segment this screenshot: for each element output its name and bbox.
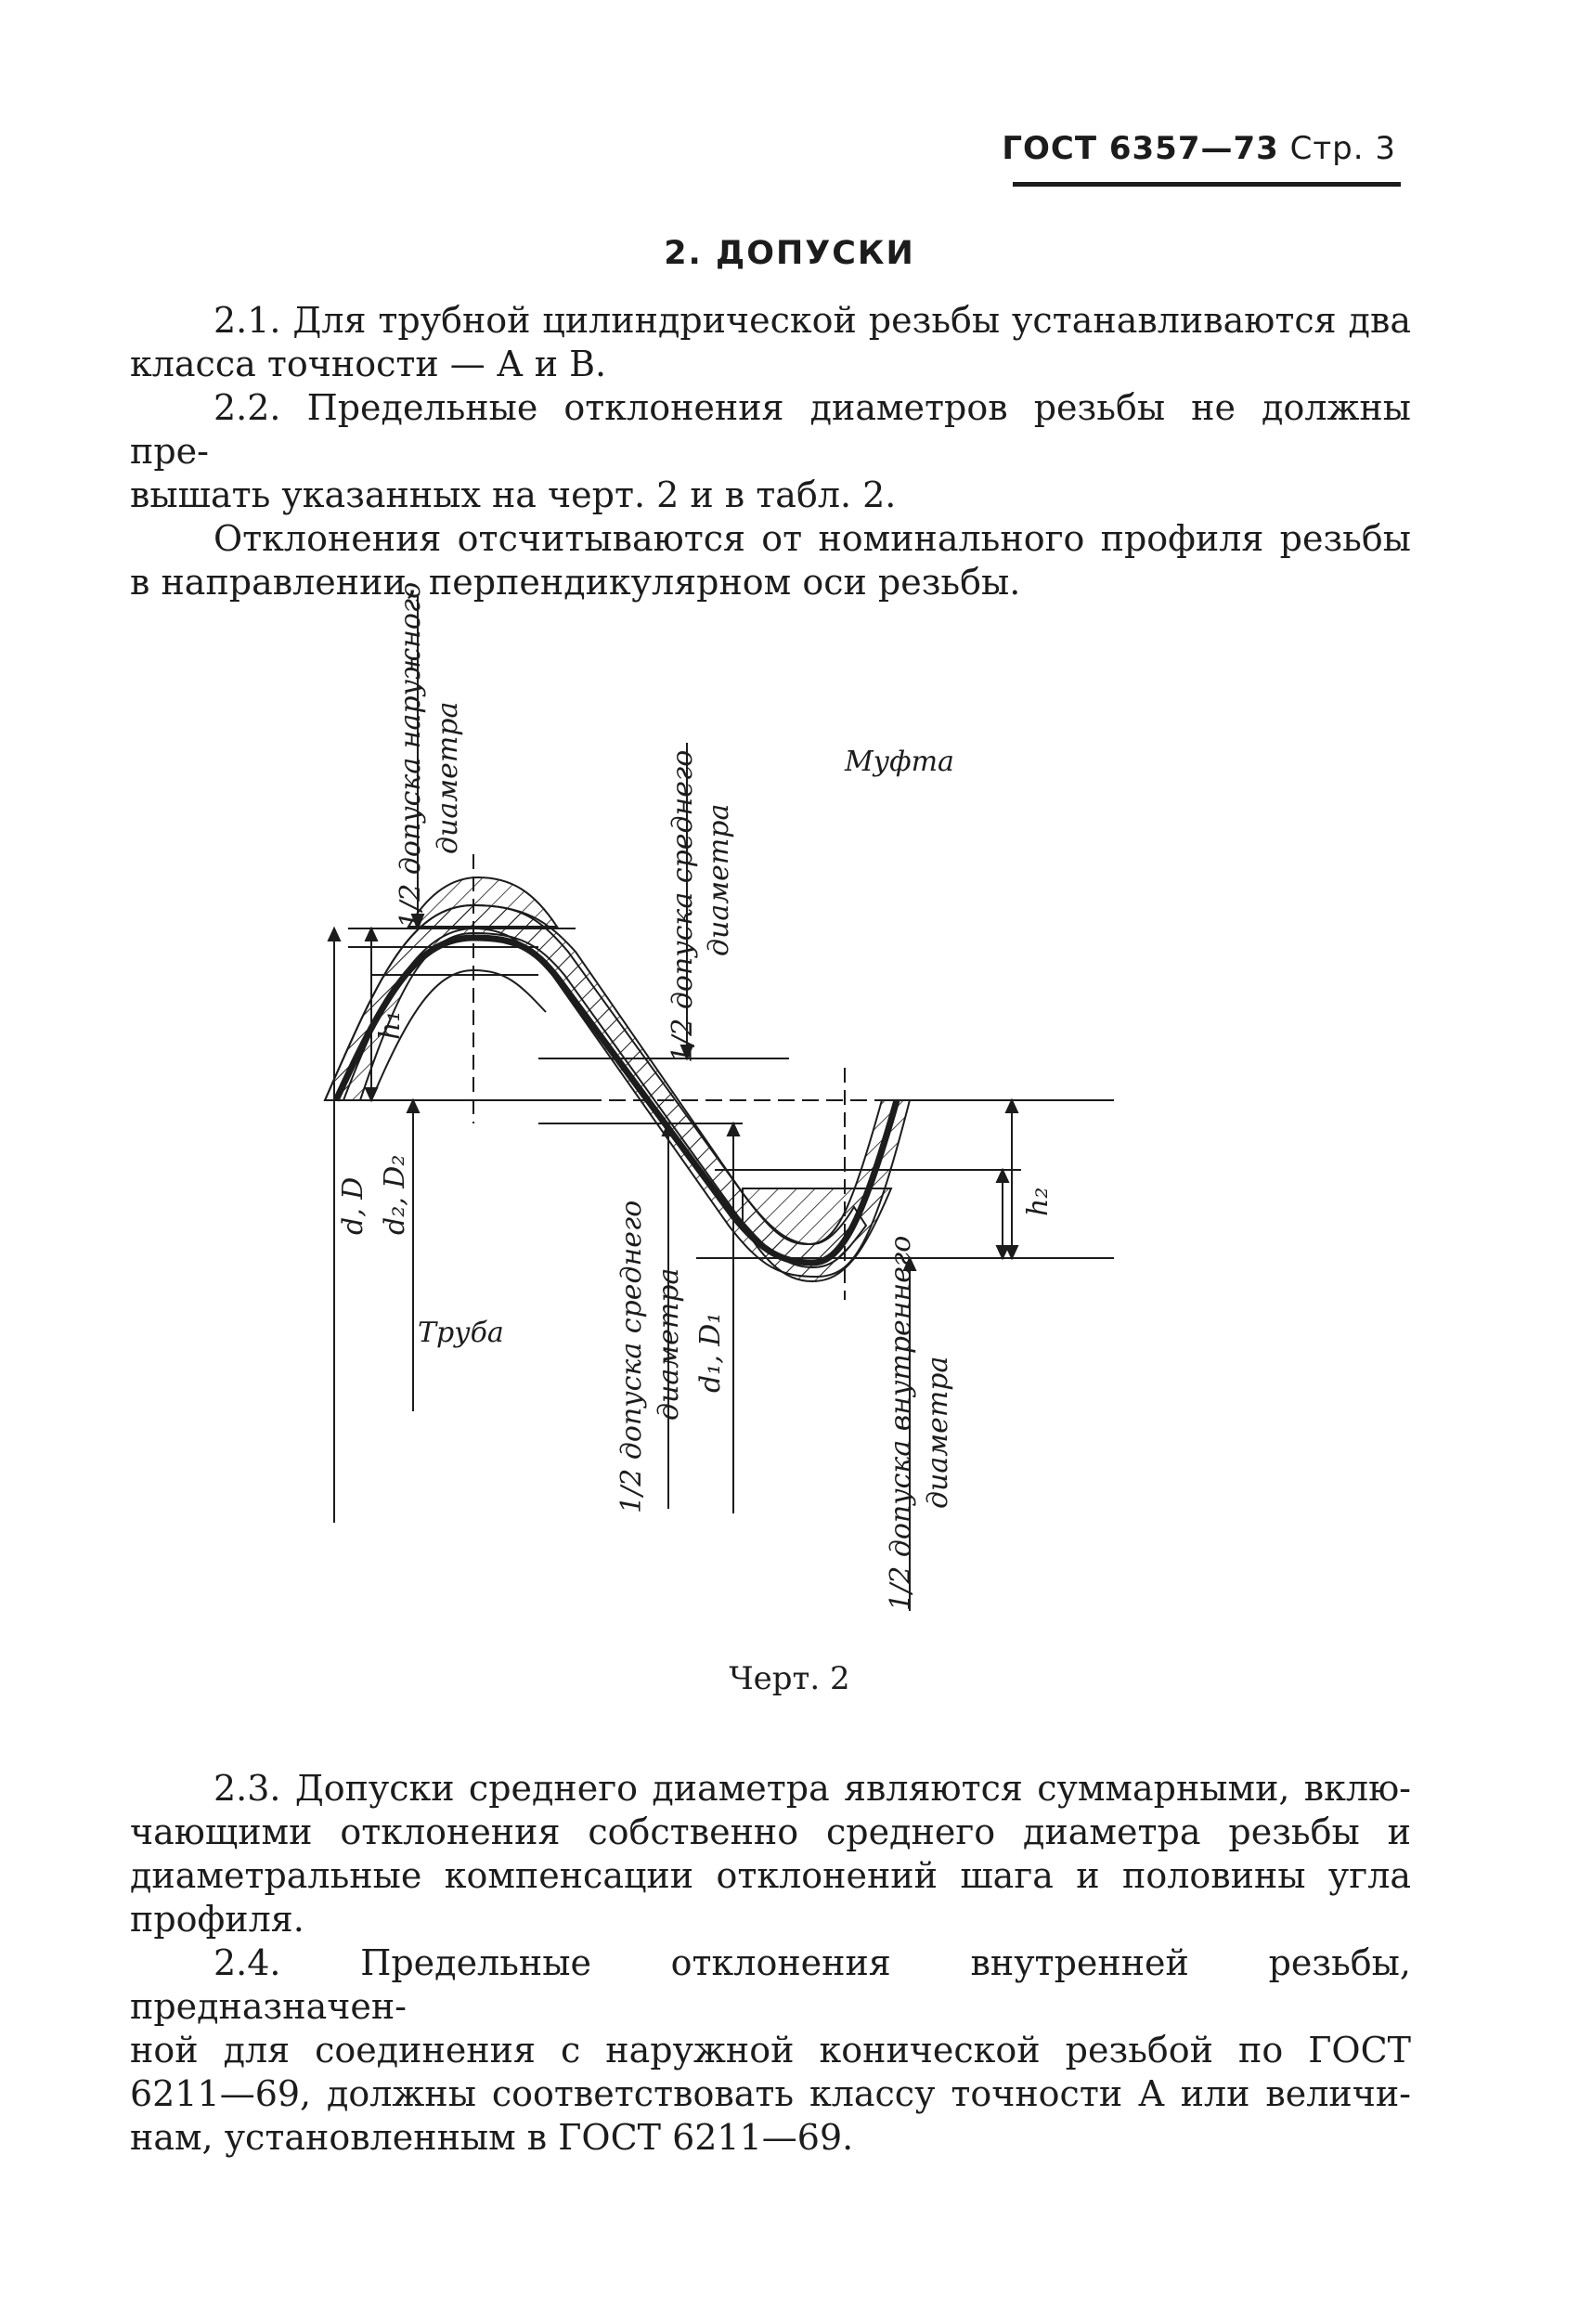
paragraph-line: 2.2. Предельные отклонения диаметров резьбы не должны пре- bbox=[130, 387, 1411, 472]
d-D-label: d, D bbox=[337, 1176, 369, 1235]
text-block-top bbox=[130, 299, 1411, 604]
outer-diameter-label: 1/2 допуска наружного bbox=[395, 581, 427, 928]
h1-label: h₁ bbox=[374, 1010, 407, 1040]
d2-D2-label: d₂, D₂ bbox=[379, 1154, 411, 1235]
paragraph-line: Отклонения отсчитываются от номинального профиля резьбы bbox=[214, 518, 1411, 559]
section-title: 2. ДОПУСКИ bbox=[664, 235, 915, 272]
paragraph-line: в направлении, перпендикулярном оси резьбы. bbox=[130, 562, 1021, 603]
mid-top-label-2: диаметра bbox=[703, 803, 735, 956]
inner-diameter-label: 1/2 допуска внутреннего bbox=[885, 1235, 917, 1611]
pipe-label: Труба bbox=[418, 1317, 504, 1349]
inner-diameter-label-2: диаметра bbox=[922, 1356, 954, 1509]
paragraph-line: диаметральные компенсации отклонений шага и половины угла bbox=[130, 1855, 1411, 1896]
mid-top-label: 1/2 допуска среднего bbox=[667, 749, 699, 1063]
crest-hatch bbox=[408, 877, 557, 927]
coupling-label: Муфта bbox=[845, 746, 954, 778]
standard-number: ГОСТ 6357—73 bbox=[1002, 130, 1279, 167]
paragraph-line: 2.1. Для трубной цилиндрической резьбы устанавливаются два bbox=[214, 300, 1411, 341]
paragraph-line: класса точности — А и В. bbox=[130, 344, 607, 384]
text-block-bottom bbox=[130, 1767, 1411, 2160]
h2-label: h₂ bbox=[1022, 1187, 1055, 1216]
d1-D1-label: d₁, D₁ bbox=[694, 1312, 727, 1393]
paragraph-line: 2.3. Допуски среднего диаметра являются суммарными, вклю- bbox=[214, 1768, 1411, 1809]
header-rule bbox=[1013, 182, 1401, 187]
thread-tolerance-diagram bbox=[306, 576, 1123, 1634]
paragraph-line: ной для соединения с наружной конической резьбой по ГОСТ bbox=[130, 2030, 1411, 2071]
root-hatch bbox=[743, 1188, 891, 1281]
paragraph-line: 2.4. Предельные отклонения внутренней резьбы, предназначен- bbox=[130, 1942, 1411, 2027]
paragraph-line: чающими отклонения собственно среднего диаметра резьбы и bbox=[130, 1811, 1411, 1852]
paragraph-line: 6211—69, должны соответствовать классу точности А или величи- bbox=[130, 2073, 1411, 2114]
paragraph-line: нам, установленным в ГОСТ 6211—69. bbox=[130, 2117, 854, 2158]
page-number: Стр. 3 bbox=[1289, 130, 1396, 167]
paragraph-line: профиля. bbox=[130, 1899, 304, 1940]
paragraph-line: вышать указанных на черт. 2 и в табл. 2. bbox=[130, 474, 897, 515]
outer-diameter-label-2: диаметра bbox=[432, 701, 464, 854]
mid-bottom-label: 1/2 допуска среднего bbox=[615, 1200, 648, 1513]
figure-caption: Черт. 2 bbox=[729, 1660, 850, 1697]
page-header bbox=[1002, 130, 1396, 167]
mid-bottom-label-2: диаметра bbox=[653, 1267, 685, 1421]
